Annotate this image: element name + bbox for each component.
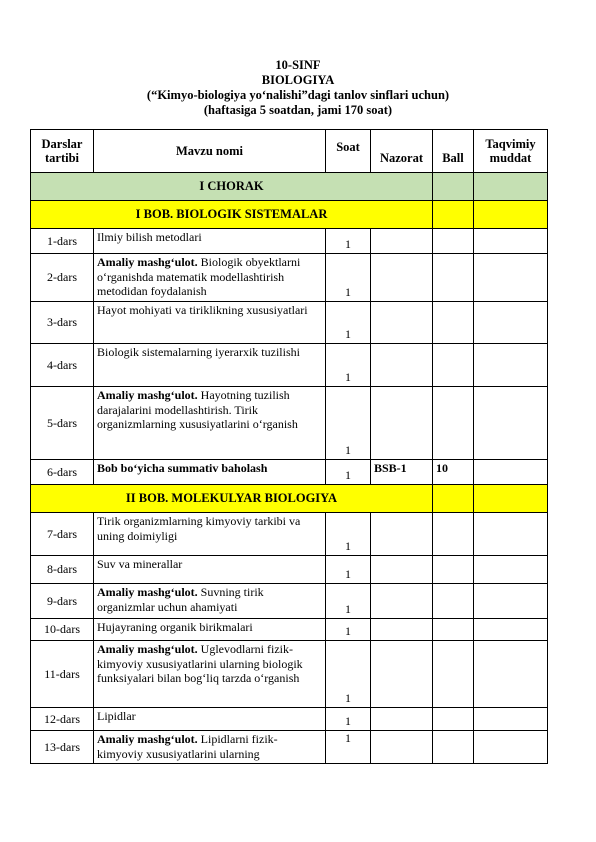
lesson-date xyxy=(474,254,548,302)
lesson-date xyxy=(474,387,548,460)
lesson-order: 10-dars xyxy=(31,619,94,641)
lesson-topic-text: Ilmiy bilish metodlari xyxy=(97,230,202,244)
lesson-hours: 1 xyxy=(326,344,371,387)
lesson-score xyxy=(433,254,474,302)
lesson-control xyxy=(371,556,433,584)
lesson-topic-bold: Amaliy mashg‘ulot. xyxy=(97,388,198,402)
lesson-topic-text: Tirik organizmlarning kimyoviy tarkibi va uning doimiyligi xyxy=(97,514,301,543)
lesson-topic-bold: Bob bo‘yicha summativ baholash xyxy=(97,461,268,475)
lesson-score xyxy=(433,302,474,344)
table-row xyxy=(31,229,548,254)
lesson-control xyxy=(371,387,433,460)
lesson-control xyxy=(371,254,433,302)
lesson-hours: 1 xyxy=(326,584,371,619)
lesson-order: 8-dars xyxy=(31,556,94,584)
chapter-cell-date xyxy=(474,485,548,513)
lesson-control xyxy=(371,731,433,764)
lesson-topic-text: Uglevodlarni fizik-kimyoviy xususiyatlarini ularning biologik funksiyalari bilan bog‘liq tarzda o‘rganish xyxy=(97,642,303,685)
lesson-date xyxy=(474,731,548,764)
lesson-topic-text: Biologik obyektlarni o‘rganishda matematik modellashtirish metodidan foydalanish xyxy=(97,255,301,298)
lesson-hours: 1 xyxy=(326,556,371,584)
lesson-order: 3-dars xyxy=(31,302,94,344)
lesson-hours: 1 xyxy=(326,254,371,302)
lesson-date xyxy=(474,460,548,485)
lesson-control xyxy=(371,619,433,641)
lesson-date xyxy=(474,513,548,556)
lesson-hours: 1 xyxy=(326,619,371,641)
table-row xyxy=(31,556,548,584)
lesson-control xyxy=(371,302,433,344)
lesson-order: 5-dars xyxy=(31,387,94,460)
lesson-order: 9-dars xyxy=(31,584,94,619)
chapter-cell-date xyxy=(474,201,548,229)
lesson-date xyxy=(474,619,548,641)
lesson-topic xyxy=(94,731,326,764)
lesson-topic-text: Hayotning tuzilish darajalarini modellashtirish. Tirik organizmlarning xususiyatlarini o‘rganish xyxy=(97,388,298,431)
table-row xyxy=(31,641,548,708)
lesson-topic xyxy=(94,513,326,556)
lesson-hours: 1 xyxy=(326,229,371,254)
lesson-hours: 1 xyxy=(326,302,371,344)
quarter-cell-score xyxy=(433,173,474,201)
lesson-control xyxy=(371,708,433,731)
lesson-score xyxy=(433,556,474,584)
table-row xyxy=(31,708,548,731)
table-row xyxy=(31,584,548,619)
lesson-order: 13-dars xyxy=(31,731,94,764)
lesson-score xyxy=(433,387,474,460)
header-order: Darslar tartibi xyxy=(31,130,94,173)
lesson-order: 4-dars xyxy=(31,344,94,387)
table-row xyxy=(31,619,548,641)
lesson-topic-text: Lipidlarni fizik-kimyoviy xususiyatlarini ularning xyxy=(97,732,278,761)
lesson-topic-text: Lipidlar xyxy=(97,709,136,723)
quarter-title: I CHORAK xyxy=(31,173,433,201)
lesson-date xyxy=(474,302,548,344)
lesson-topic xyxy=(94,302,326,344)
table-header-row xyxy=(31,130,548,173)
lesson-score: 10 xyxy=(433,460,474,485)
chapter-row xyxy=(31,485,548,513)
lesson-order: 12-dars xyxy=(31,708,94,731)
table-row xyxy=(31,387,548,460)
table-row xyxy=(31,254,548,302)
lesson-score xyxy=(433,513,474,556)
lesson-order: 6-dars xyxy=(31,460,94,485)
lesson-topic xyxy=(94,387,326,460)
lesson-hours: 1 xyxy=(326,708,371,731)
lesson-topic xyxy=(94,344,326,387)
chapter-title: I BOB. BIOLOGIK SISTEMALAR xyxy=(31,201,433,229)
lesson-score xyxy=(433,641,474,708)
header-topic: Mavzu nomi xyxy=(94,130,326,173)
header-hours: Soat xyxy=(326,130,371,173)
lesson-topic-text: Biologik sistemalarning iyerarxik tuzilishi xyxy=(97,345,300,359)
header-control: Nazorat xyxy=(371,130,433,173)
quarter-row xyxy=(31,173,548,201)
lesson-control: BSB-1 xyxy=(371,460,433,485)
lesson-order: 2-dars xyxy=(31,254,94,302)
lesson-topic xyxy=(94,708,326,731)
table-row xyxy=(31,513,548,556)
direction-heading: (“Kimyo-biologiya yo‘nalishi”dagi tanlov sinflari uchun) xyxy=(146,88,450,102)
lesson-topic xyxy=(94,641,326,708)
lesson-score xyxy=(433,584,474,619)
lesson-control xyxy=(371,641,433,708)
chapter-title: II BOB. MOLEKULYAR BIOLOGIYA xyxy=(31,485,433,513)
header-date: Taqvimiy muddat xyxy=(474,130,548,173)
lesson-date xyxy=(474,641,548,708)
lesson-control xyxy=(371,513,433,556)
lesson-plan-table xyxy=(30,129,548,764)
lesson-topic xyxy=(94,229,326,254)
lesson-date xyxy=(474,708,548,731)
lesson-order: 1-dars xyxy=(31,229,94,254)
chapter-row xyxy=(31,201,548,229)
lesson-topic xyxy=(94,619,326,641)
lesson-topic-bold: Amaliy mashg‘ulot. xyxy=(97,255,198,269)
lesson-date xyxy=(474,584,548,619)
grade-heading: 10-SINF xyxy=(275,58,321,72)
lesson-date xyxy=(474,344,548,387)
hours-heading: (haftasiga 5 soatdan, jami 170 soat) xyxy=(203,103,393,117)
lesson-topic-text: Hujayraning organik birikmalari xyxy=(97,620,253,634)
lesson-topic-bold: Amaliy mashg‘ulot. xyxy=(97,732,198,746)
lesson-hours: 1 xyxy=(326,513,371,556)
lesson-score xyxy=(433,229,474,254)
chapter-cell-score xyxy=(433,485,474,513)
header-score: Ball xyxy=(433,130,474,173)
lesson-hours: 1 xyxy=(326,387,371,460)
lesson-score xyxy=(433,708,474,731)
lesson-order: 7-dars xyxy=(31,513,94,556)
lesson-date xyxy=(474,229,548,254)
lesson-date xyxy=(474,556,548,584)
lesson-topic xyxy=(94,254,326,302)
lesson-score xyxy=(433,344,474,387)
lesson-topic-text: Suvning tirik organizmlar uchun ahamiyati xyxy=(97,585,264,614)
chapter-cell-score xyxy=(433,201,474,229)
lesson-control xyxy=(371,584,433,619)
quarter-cell-date xyxy=(474,173,548,201)
lesson-topic xyxy=(94,460,326,485)
lesson-order: 11-dars xyxy=(31,641,94,708)
lesson-topic-bold: Amaliy mashg‘ulot. xyxy=(97,642,198,656)
table-row xyxy=(31,460,548,485)
table-row xyxy=(31,731,548,764)
table-row xyxy=(31,344,548,387)
lesson-hours: 1 xyxy=(326,641,371,708)
lesson-topic xyxy=(94,556,326,584)
lesson-hours: 1 xyxy=(326,460,371,485)
lesson-score xyxy=(433,619,474,641)
lesson-topic-text: Hayot mohiyati va tiriklikning xususiyatlari xyxy=(97,303,308,317)
lesson-control xyxy=(371,229,433,254)
lesson-score xyxy=(433,731,474,764)
lesson-topic-bold: Amaliy mashg‘ulot. xyxy=(97,585,198,599)
lesson-hours: 1 xyxy=(326,731,371,764)
lesson-topic-text: Suv va minerallar xyxy=(97,557,183,571)
subject-heading: BIOLOGIYA xyxy=(261,73,335,87)
table-row xyxy=(31,302,548,344)
lesson-topic xyxy=(94,584,326,619)
lesson-control xyxy=(371,344,433,387)
